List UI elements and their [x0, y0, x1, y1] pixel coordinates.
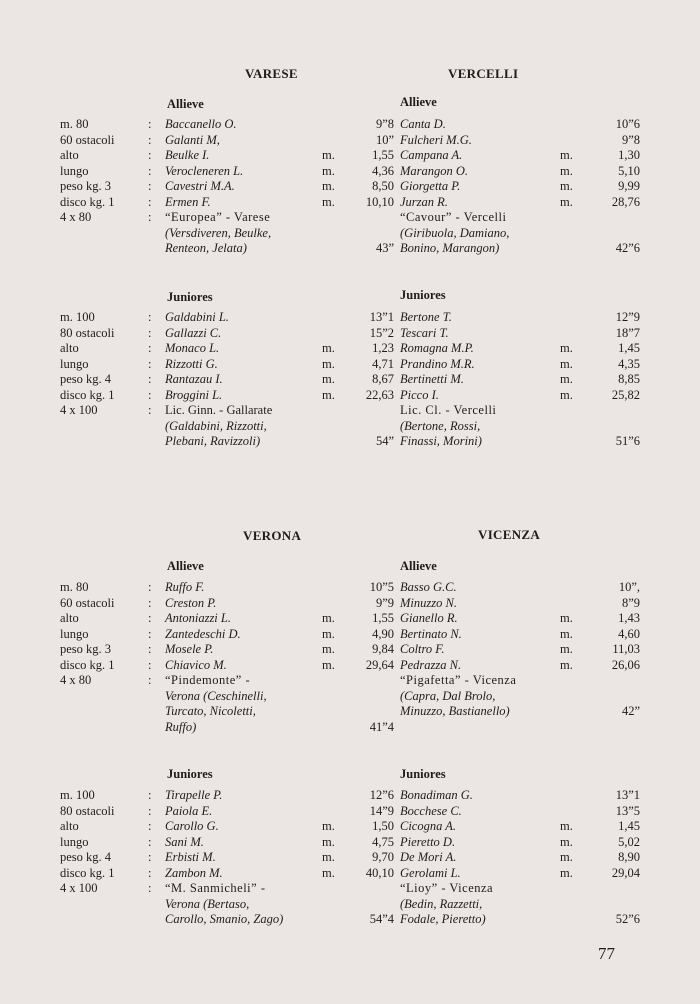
table-row [60, 403, 680, 419]
result-left: 15”2 [369, 325, 394, 340]
unit-right: m. [560, 626, 573, 641]
unit-right: m. [560, 387, 573, 402]
athlete-name-left: Monaco L. [165, 341, 220, 355]
athlete-name-left: Ermen F. [165, 194, 211, 209]
result-right: 1,45 [618, 819, 640, 833]
table-row [60, 850, 680, 866]
result-left: 9,70 [372, 850, 394, 864]
table-row [60, 720, 680, 736]
table-row [60, 819, 680, 835]
table-row [60, 897, 680, 913]
unit-left: m. [322, 850, 335, 864]
result-right: 11,03 [612, 642, 640, 656]
table-row [60, 912, 680, 928]
athlete-name-right: (Giribuola, Damiano, [400, 225, 510, 240]
table-row [60, 326, 680, 342]
unit-right: m. [560, 865, 573, 880]
event-label: 4 x 100 [60, 881, 98, 895]
athlete-name-left: Ruffo F. [165, 580, 205, 594]
colon-separator: : [148, 210, 152, 224]
athlete-name-left: Carollo G. [165, 819, 219, 833]
athlete-name-left: Ruffo) [165, 719, 197, 734]
table-row [60, 689, 680, 705]
result-right: 8,85 [618, 372, 640, 386]
unit-left: m. [322, 372, 335, 386]
table-row [60, 241, 680, 257]
athlete-name-right: Picco I. [400, 387, 439, 402]
athlete-name-right: Marangon O. [400, 163, 469, 178]
results-table-juniores-2 [60, 788, 680, 928]
event-label: 60 ostacoli [60, 132, 115, 147]
athlete-name-left: Chiavico M. [165, 657, 227, 672]
result-right: 10”, [618, 580, 640, 594]
event-label: peso kg. 3 [60, 179, 112, 193]
unit-right: m. [560, 642, 573, 656]
athlete-name-left: “M. Sanmicheli” - [165, 881, 266, 895]
unit-right: m. [560, 611, 573, 625]
result-left: 9,84 [372, 642, 394, 656]
colon-separator: : [148, 132, 152, 147]
unit-left: m. [322, 819, 335, 833]
athlete-name-right: Cicogna A. [400, 819, 457, 833]
athlete-name-left: “Europea” - Varese [165, 210, 271, 224]
result-right: 28,76 [611, 194, 640, 209]
colon-separator: : [148, 148, 152, 162]
colon-separator: : [148, 834, 152, 849]
athlete-name-left: Gallazzi C. [165, 325, 222, 340]
section-title-vercelli: VERCELLI [448, 66, 519, 81]
athlete-name-left: Sani M. [165, 834, 204, 849]
athlete-name-right: Bertone T. [400, 310, 452, 324]
athlete-name-right: Jurzan R. [400, 194, 448, 209]
page-number: 77 [598, 944, 615, 963]
colon-separator: : [148, 117, 152, 131]
result-left: 4,36 [372, 163, 394, 178]
athlete-name-left: Rantazau I. [165, 372, 223, 386]
colon-separator: : [148, 387, 152, 402]
colon-separator: : [148, 819, 152, 833]
table-row [60, 611, 680, 627]
athlete-name-right: Gerolami L. [400, 865, 461, 880]
event-label: peso kg. 4 [60, 850, 112, 864]
event-label: m. 100 [60, 310, 95, 324]
athlete-name-left: Broggini L. [165, 387, 223, 402]
unit-right: m. [560, 850, 573, 864]
subheading-allieve: Allieve [400, 559, 437, 573]
result-left: 14”9 [369, 803, 394, 818]
results-table-juniores-1 [60, 310, 680, 450]
section-title-vicenza: VICENZA [478, 527, 541, 542]
table-row [60, 372, 680, 388]
athlete-name-right: Bertinetti M. [400, 372, 464, 386]
athlete-name-left: Turcato, Nicoletti, [165, 704, 256, 718]
unit-left: m. [322, 834, 335, 849]
colon-separator: : [148, 403, 152, 417]
table-row [60, 580, 680, 596]
colon-separator: : [148, 163, 152, 178]
subheading-juniores: Juniores [400, 767, 446, 781]
athlete-name-left: Creston P. [165, 595, 217, 610]
event-label: disco kg. 1 [60, 657, 115, 672]
athlete-name-left: Zambon M. [165, 865, 223, 880]
athlete-name-right: Giorgetta P. [400, 179, 461, 193]
colon-separator: : [148, 673, 152, 687]
table-row [60, 357, 680, 373]
unit-left: m. [322, 179, 335, 193]
result-right: 8”9 [621, 595, 640, 610]
event-label: lungo [60, 356, 89, 371]
result-left: 22,63 [365, 387, 394, 402]
athlete-name-right: Romagna M.P. [400, 341, 474, 355]
result-right: 13”1 [615, 788, 640, 802]
colon-separator: : [148, 372, 152, 386]
result-right: 5,02 [618, 834, 640, 849]
result-right: 51”6 [615, 434, 640, 448]
result-left: 41”4 [369, 719, 394, 734]
colon-separator: : [148, 580, 152, 594]
event-label: lungo [60, 163, 89, 178]
subheading-juniores: Juniores [167, 290, 213, 304]
event-label: 4 x 80 [60, 673, 92, 687]
table-row [60, 804, 680, 820]
athlete-name-left: Erbisti M. [165, 850, 216, 864]
colon-separator: : [148, 179, 152, 193]
unit-left: m. [322, 194, 335, 209]
athlete-name-right: Pieretto D. [400, 834, 456, 849]
section-title-varese: VARESE [245, 66, 298, 81]
result-left: 1,55 [372, 148, 394, 162]
result-right: 25,82 [611, 387, 640, 402]
athlete-name-left: Plebani, Ravizzoli) [165, 434, 261, 448]
athlete-name-left: Galanti M, [165, 132, 220, 147]
result-right: 42” [621, 704, 640, 718]
athlete-name-right: Lic. Cl. - Vercelli [400, 403, 497, 417]
athlete-name-right: Finassi, Morini) [400, 434, 482, 448]
result-left: 4,75 [372, 834, 394, 849]
unit-right: m. [560, 819, 573, 833]
table-row [60, 704, 680, 720]
unit-right: m. [560, 179, 573, 193]
result-left: 9”8 [375, 117, 394, 131]
athlete-name-right: (Capra, Dal Brolo, [400, 688, 496, 703]
unit-right: m. [560, 194, 573, 209]
event-label: peso kg. 4 [60, 372, 112, 386]
athlete-name-left: Antoniazzi L. [165, 611, 231, 625]
athlete-name-right: De Mori A. [400, 850, 457, 864]
section-title-verona: VERONA [243, 528, 302, 543]
table-row [60, 658, 680, 674]
subheading-allieve: Allieve [400, 95, 437, 109]
result-left: 54”4 [369, 912, 394, 926]
event-label: disco kg. 1 [60, 194, 115, 209]
result-left: 4,90 [372, 626, 394, 641]
athlete-name-right: Bonadiman G. [400, 788, 473, 802]
table-row [60, 179, 680, 195]
colon-separator: : [148, 310, 152, 324]
table-row [60, 627, 680, 643]
unit-right: m. [560, 163, 573, 178]
athlete-name-left: (Versdiveren, Beulke, [165, 225, 272, 240]
athlete-name-left: Paiola E. [165, 803, 213, 818]
result-right: 10”6 [615, 117, 640, 131]
result-left: 13”1 [369, 310, 394, 324]
event-label: disco kg. 1 [60, 387, 115, 402]
table-row [60, 419, 680, 435]
athlete-name-right: Minuzzo N. [400, 595, 457, 610]
event-label: peso kg. 3 [60, 642, 112, 656]
unit-left: m. [322, 356, 335, 371]
athlete-name-right: Minuzzo, Bastianello) [400, 704, 510, 718]
results-table-allieve-2 [60, 580, 680, 735]
athlete-name-left: Renteon, Jelata) [165, 241, 247, 255]
subheading-juniores: Juniores [167, 767, 213, 781]
result-right: 4,35 [618, 356, 640, 371]
athlete-name-right: Fodale, Pieretto) [400, 912, 486, 926]
athlete-name-right: (Bertone, Rossi, [400, 418, 481, 433]
athlete-name-left: Verocleneren L. [165, 163, 244, 178]
table-row [60, 195, 680, 211]
event-label: disco kg. 1 [60, 865, 115, 880]
event-label: m. 80 [60, 117, 89, 131]
athlete-name-right: Bonino, Marangon) [400, 241, 500, 255]
result-left: 43” [375, 241, 394, 255]
athlete-name-right: “Lioy” - Vicenza [400, 881, 494, 895]
colon-separator: : [148, 850, 152, 864]
athlete-name-right: Bertinato N. [400, 626, 462, 641]
unit-left: m. [322, 148, 335, 162]
result-right: 42”6 [615, 241, 640, 255]
athlete-name-left: Cavestri M.A. [165, 179, 235, 193]
result-right: 4,60 [618, 626, 640, 641]
athlete-name-right: Gianello R. [400, 611, 458, 625]
event-label: 60 ostacoli [60, 595, 115, 610]
result-left: 1,50 [372, 819, 394, 833]
result-right: 52”6 [615, 912, 640, 926]
athlete-name-left: Verona (Ceschinelli, [165, 688, 267, 703]
colon-separator: : [148, 881, 152, 895]
result-right: 12”9 [615, 310, 640, 324]
athlete-name-right: Coltro F. [400, 642, 445, 656]
result-left: 1,55 [372, 611, 394, 625]
table-row [60, 210, 680, 226]
result-right: 18”7 [615, 325, 640, 340]
colon-separator: : [148, 657, 152, 672]
unit-left: m. [322, 163, 335, 178]
colon-separator: : [148, 865, 152, 880]
result-left: 4,71 [372, 356, 394, 371]
result-right: 29,04 [611, 865, 640, 880]
subheading-allieve: Allieve [167, 97, 204, 111]
subheading-allieve: Allieve [167, 559, 204, 573]
table-row [60, 148, 680, 164]
result-right: 1,43 [618, 611, 640, 625]
colon-separator: : [148, 642, 152, 656]
event-label: alto [60, 148, 79, 162]
results-table-allieve-1 [60, 117, 680, 257]
unit-right: m. [560, 341, 573, 355]
table-row [60, 881, 680, 897]
athlete-name-left: “Pindemonte” - [165, 673, 251, 687]
unit-right: m. [560, 657, 573, 672]
athlete-name-left: Tirapelle P. [165, 788, 223, 802]
event-label: m. 80 [60, 580, 89, 594]
athlete-name-left: Galdabini L. [165, 310, 229, 324]
result-left: 8,67 [372, 372, 394, 386]
unit-right: m. [560, 372, 573, 386]
result-right: 13”5 [615, 803, 640, 818]
result-left: 8,50 [372, 179, 394, 193]
result-left: 9”9 [375, 595, 394, 610]
unit-right: m. [560, 356, 573, 371]
result-right: 9,99 [618, 179, 640, 193]
event-label: alto [60, 819, 79, 833]
colon-separator: : [148, 356, 152, 371]
colon-separator: : [148, 194, 152, 209]
athlete-name-right: Canta D. [400, 117, 446, 131]
result-left: 10” [375, 132, 394, 147]
unit-left: m. [322, 341, 335, 355]
athlete-name-left: Baccanello O. [165, 117, 237, 131]
subheading-juniores: Juniores [400, 288, 446, 302]
table-row [60, 673, 680, 689]
event-label: 4 x 100 [60, 403, 98, 417]
table-row [60, 596, 680, 612]
table-row [60, 133, 680, 149]
result-right: 9”8 [621, 132, 640, 147]
result-right: 1,30 [618, 148, 640, 162]
athlete-name-right: Pedrazza N. [400, 657, 462, 672]
unit-right: m. [560, 148, 573, 162]
table-row [60, 310, 680, 326]
colon-separator: : [148, 325, 152, 340]
unit-left: m. [322, 657, 335, 672]
result-left: 10”5 [369, 580, 394, 594]
colon-separator: : [148, 626, 152, 641]
athlete-name-left: Zantedeschi D. [165, 626, 241, 641]
unit-right: m. [560, 834, 573, 849]
unit-left: m. [322, 611, 335, 625]
event-label: m. 100 [60, 788, 95, 802]
result-left: 10,10 [365, 194, 394, 209]
result-right: 5,10 [618, 163, 640, 178]
result-right: 1,45 [618, 341, 640, 355]
event-label: 80 ostacoli [60, 325, 115, 340]
colon-separator: : [148, 803, 152, 818]
athlete-name-left: Verona (Bertaso, [165, 896, 250, 911]
table-row [60, 788, 680, 804]
unit-left: m. [322, 642, 335, 656]
athlete-name-right: Prandino M.R. [400, 356, 475, 371]
event-label: 80 ostacoli [60, 803, 115, 818]
colon-separator: : [148, 595, 152, 610]
event-label: lungo [60, 834, 89, 849]
table-row [60, 341, 680, 357]
athlete-name-right: “Pigafetta” - Vicenza [400, 673, 517, 687]
unit-left: m. [322, 865, 335, 880]
unit-left: m. [322, 626, 335, 641]
table-row [60, 835, 680, 851]
result-right: 8,90 [618, 850, 640, 864]
table-row [60, 117, 680, 133]
result-left: 40,10 [365, 865, 394, 880]
athlete-name-right: Campana A. [400, 148, 463, 162]
athlete-name-left: Mosele P. [165, 642, 214, 656]
table-row [60, 866, 680, 882]
result-left: 54” [375, 434, 394, 448]
table-row [60, 388, 680, 404]
result-left: 29,64 [365, 657, 394, 672]
result-left: 12”6 [369, 788, 394, 802]
colon-separator: : [148, 611, 152, 625]
athlete-name-right: Bocchese C. [400, 803, 462, 818]
athlete-name-left: Beulke I. [165, 148, 210, 162]
athlete-name-right: “Cavour” - Vercelli [400, 210, 507, 224]
unit-left: m. [322, 387, 335, 402]
result-right: 26,06 [611, 657, 640, 672]
table-row [60, 164, 680, 180]
athlete-name-right: Tescari T. [400, 325, 449, 340]
event-label: alto [60, 341, 79, 355]
event-label: 4 x 80 [60, 210, 92, 224]
athlete-name-right: Basso G.C. [400, 580, 457, 594]
table-row [60, 642, 680, 658]
event-label: alto [60, 611, 79, 625]
result-left: 1,23 [372, 341, 394, 355]
table-row [60, 226, 680, 242]
athlete-name-left: Carollo, Smanio, Zago) [165, 912, 284, 926]
colon-separator: : [148, 788, 152, 802]
athlete-name-right: (Bedin, Razzetti, [400, 896, 483, 911]
table-row [60, 434, 680, 450]
colon-separator: : [148, 341, 152, 355]
athlete-name-left: Lic. Ginn. - Gallarate [165, 403, 273, 417]
event-label: lungo [60, 626, 89, 641]
athlete-name-left: Rizzotti G. [165, 356, 218, 371]
athlete-name-left: (Galdabini, Rizzotti, [165, 418, 267, 433]
athlete-name-right: Fulcheri M.G. [400, 132, 472, 147]
